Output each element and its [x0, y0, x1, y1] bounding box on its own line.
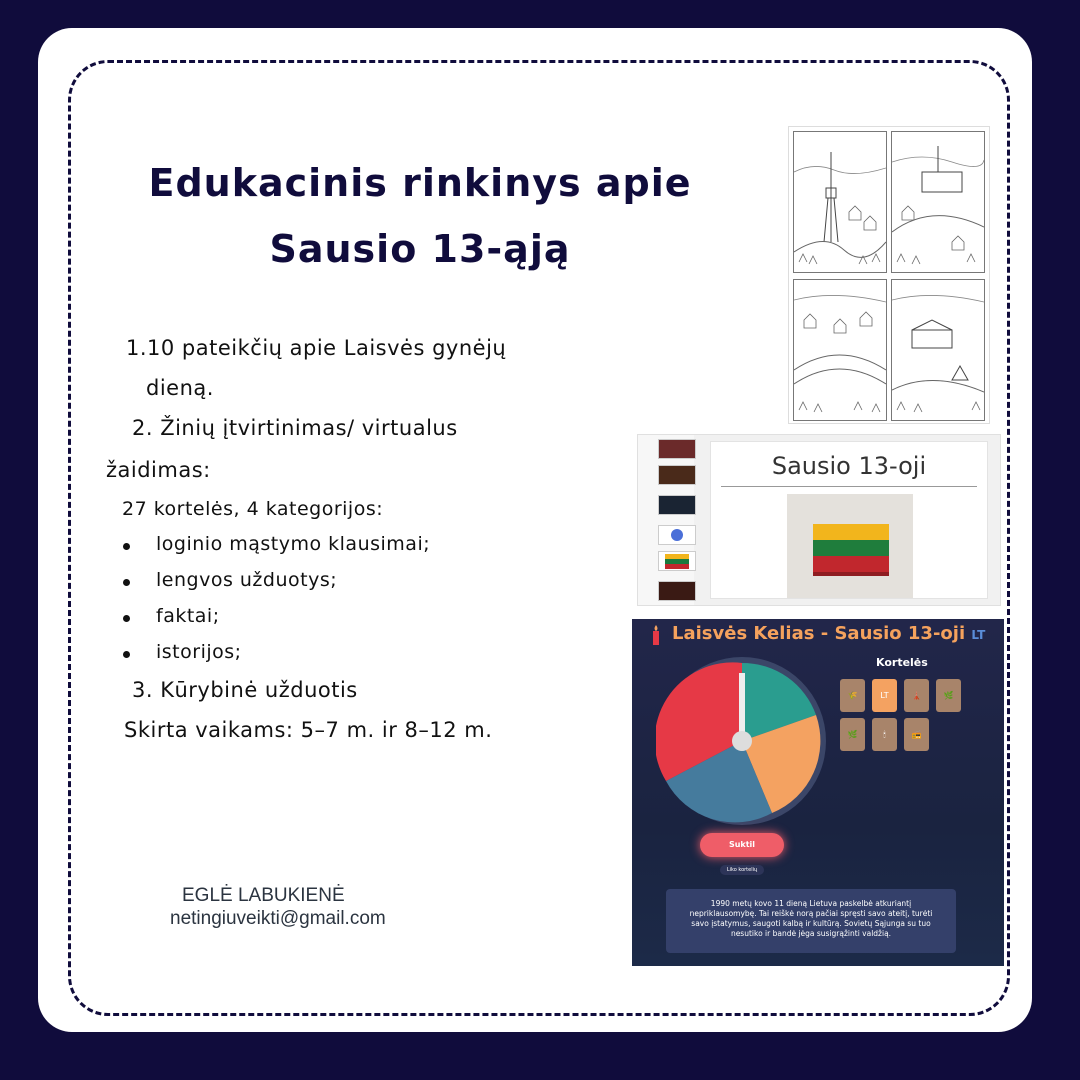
slide-thumbnail	[658, 581, 696, 601]
game-card[interactable]: 🗼	[904, 679, 929, 712]
cards-summary: 27 kortelės, 4 kategorijos:	[122, 498, 384, 520]
flower-icon	[659, 526, 695, 544]
coloring-panel-village	[793, 279, 887, 421]
candle-icon	[646, 623, 666, 647]
slide-thumbnail	[658, 525, 696, 545]
coloring-panel-monument	[891, 279, 985, 421]
author-name: EGLĖ LABUKIENĖ	[182, 885, 345, 906]
coloring-panel-parliament	[891, 131, 985, 273]
slide-title: Sausio 13-oji	[771, 452, 927, 480]
bullet-dot-icon	[123, 543, 130, 550]
game-card[interactable]: 🌿	[936, 679, 961, 712]
game-card[interactable]: 🕯	[872, 718, 897, 751]
bullet-item: faktai;	[156, 605, 220, 627]
game-title: Laisvės Kelias - Sausio 13-oji LT	[672, 623, 986, 644]
tv-tower-drawing-icon	[794, 132, 886, 272]
item-3: 3. Kūrybinė užduotis	[132, 678, 358, 702]
slide-divider	[721, 486, 977, 487]
page-title	[100, 150, 740, 282]
slide-thumbnails	[638, 435, 694, 605]
bullet-dot-icon	[123, 651, 130, 658]
virtual-game-preview	[632, 619, 1004, 966]
fact-info-box: 1990 metų kovo 11 dieną Lietuva paskelbė atkuriantį nepriklausomybę. Tai reiškė norą pačiai spręsti savo ateitį, turėti savo įstatymus, saugoti kalbą ir kultūrą. Sovietų Sąjunga su tuo nesutiko ir bandė jėga susigrąžinti valdžią.	[666, 889, 956, 953]
slide-thumbnail	[658, 495, 696, 515]
bullet-dot-icon	[123, 579, 130, 586]
author-email: netingiuveikti@gmail.com	[170, 908, 386, 929]
spinning-wheel[interactable]	[656, 655, 828, 827]
slide-thumbnail	[658, 551, 696, 571]
cards-panel-title: Kortelės	[876, 656, 928, 669]
age-range: Skirta vaikams: 5–7 m. ir 8–12 m.	[124, 718, 493, 742]
slide-thumbnail	[658, 439, 696, 459]
village-drawing-icon	[794, 280, 886, 420]
title-line-2: Sausio 13-ąją	[269, 227, 571, 271]
slide-thumbnail	[658, 465, 696, 485]
bullet-item: istorijos;	[156, 641, 242, 663]
remaining-cards-label: Liko kortelių	[720, 865, 764, 875]
lithuanian-flag-icon	[659, 552, 695, 570]
spin-button[interactable]: Suktil	[700, 833, 784, 857]
coloring-panel-tower	[793, 131, 887, 273]
building-drawing-icon	[892, 132, 984, 272]
monument-drawing-icon	[892, 280, 984, 420]
lithuanian-flag-icon	[787, 494, 913, 598]
bullet-item: loginio mąstymo klausimai;	[156, 533, 431, 555]
item-1-line-1: 1.10 pateikčių apie Laisvės gynėjų	[126, 336, 507, 360]
item-2-line-2: žaidimas:	[106, 458, 211, 482]
game-card[interactable]: LT	[872, 679, 897, 712]
title-line-1: Edukacinis rinkinys apie	[148, 161, 692, 205]
game-card[interactable]: 🌿	[840, 718, 865, 751]
flag-photo	[787, 494, 913, 598]
slide-main-view	[710, 441, 988, 599]
bullet-dot-icon	[123, 615, 130, 622]
game-title-flag: LT	[971, 628, 986, 642]
game-card[interactable]: 🌾	[840, 679, 865, 712]
presentation-preview	[637, 434, 1001, 606]
game-card[interactable]: 📻	[904, 718, 929, 751]
item-2-line-1: 2. Žinių įtvirtinimas/ virtualus	[132, 416, 458, 440]
bullet-item: lengvos užduotys;	[156, 569, 338, 591]
coloring-pages-preview	[788, 126, 990, 424]
item-1-line-2: dieną.	[146, 376, 214, 400]
